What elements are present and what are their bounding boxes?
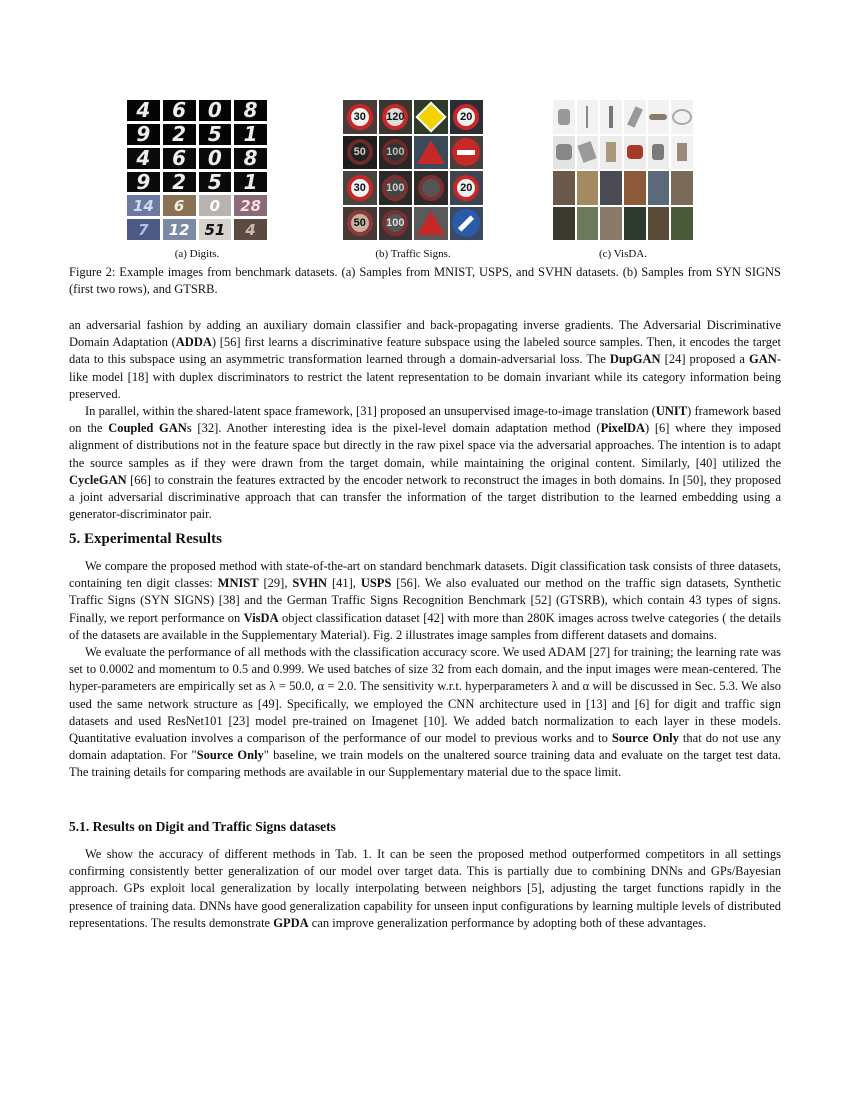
visda-synthetic-image	[648, 100, 670, 134]
sign-image: 50	[343, 207, 377, 241]
paragraph: We compare the proposed method with state-of-the-art on standard benchmark datasets. Digit classification task consists of three datasets, containing ten digit classes: MNIST [29], SVHN [41], USPS [56]. We also evaluated our method on the traffic sign datasets, Synthetic Traffic Signs (SYN SIGNS) [38] and the German Traffic Signs Recognition Benchmark [52] (GTSRB), which contain 43 types of signs. Finally, we report performance on VisDA object classification dataset [42] with more than 280K images across twelve categories ( the details of the datasets are available in the Supplementary Material). Fig. 2 illustrates image samples from different datasets and domains.	[69, 559, 782, 642]
digit-image: 0	[199, 100, 232, 121]
subcaption-traffic-signs: (b) Traffic Signs.	[375, 248, 451, 260]
subcaption-digits: (a) Digits.	[174, 248, 220, 260]
visda-synthetic-image	[671, 100, 693, 134]
visda-synthetic-image	[577, 100, 599, 134]
visda-synthetic-image	[624, 136, 646, 170]
sign-image: 50	[343, 136, 377, 170]
sign-image	[450, 207, 484, 241]
svhn-image: 6	[163, 195, 196, 216]
figure-caption: Figure 2: Example images from benchmark datasets. (a) Samples from MNIST, USPS, and SVHN datasets. (b) Samples from SYN SIGNS (first two rows), and GTSRB.	[69, 265, 781, 296]
visda-real-image	[553, 171, 575, 205]
visda-real-image	[577, 207, 599, 241]
visda-sample-grid	[553, 100, 693, 240]
svhn-image: 4	[234, 219, 267, 240]
digit-image: 4	[127, 100, 160, 121]
paragraph: In parallel, within the shared-latent space framework, [31] proposed an unsupervised image-to-image translation (UNIT) framework based on the Coupled GANs [32]. Another interesting idea is the pixel-level domain adaptation method (PixelDA) [6] where they imposed alignment of distributions not in the feature space but directly in the raw pixel space via the adversarial approaches. The intention is to adapt the source samples as if they were drawn from the target domain, while maintaining the original content. Similarly, [40] utilized the CycleGAN [66] to constrain the features extracted by the encoder network to reconstruct the images in both domains. In [50], they proposed a joint adversarial discriminative approach that can transfer the information of the target distribution to the learned embedding using a generator-discriminator pair.	[69, 404, 781, 522]
visda-real-image	[553, 207, 575, 241]
paragraph: We show the accuracy of different methods in Tab. 1. It can be seen the proposed method outperformed competitors in all settings confirming consistently better generalization of our model over target data. This is partially due to combining DNNs and GPs/Bayesian approach. GPs exploit local generalization by locally interpolating between neighbors [5], adjusting the target functions rapidly in the presence of training data. DNNs have good generalization capability for unseen input configurations by learning multiple levels of distributed representations. The results demonstrate GPDA can improve generalization performance by adopting both of these advantages.	[69, 847, 781, 930]
svhn-image: 7	[127, 219, 160, 240]
svhn-image: 12	[163, 219, 196, 240]
digit-image: 8	[234, 100, 267, 121]
sign-image	[414, 100, 448, 134]
digit-image: 5	[199, 124, 232, 145]
traffic-signs-sample-grid	[343, 100, 483, 240]
visda-real-image	[648, 171, 670, 205]
visda-real-image	[648, 207, 670, 241]
svhn-image: 14	[127, 195, 160, 216]
sign-image	[450, 136, 484, 170]
sign-image: 20	[450, 100, 484, 134]
visda-real-image	[671, 207, 693, 241]
visda-synthetic-image	[671, 136, 693, 170]
digits-sample-grid	[127, 100, 267, 240]
digit-image: 5	[199, 172, 232, 193]
visda-synthetic-image	[553, 100, 575, 134]
sign-image	[414, 171, 448, 205]
digit-image: 1	[234, 124, 267, 145]
sign-image: 120	[379, 100, 413, 134]
subsection-heading: 5.1. Results on Digit and Traffic Signs datasets	[69, 819, 336, 834]
digit-image: 1	[234, 172, 267, 193]
visda-synthetic-image	[553, 136, 575, 170]
sign-image: 100	[379, 136, 413, 170]
digit-image: 2	[163, 124, 196, 145]
paragraph: We evaluate the performance of all methods with the classification accuracy score. We used ADAM [27] for training; the learning rate was set to 0.0002 and momentum to 0.5 and 0.999. We used batches of size 32 from each domain, and the input images were mean-centered. The hyper-parameters are empirically set as λ = 50.0, α = 2.0. The sensitivity w.r.t. hyperparameters λ and α will be discussed in Sec. 5.3. We also used the same network structure as [49]. Specifically, we employed the CNN architecture used in [13] and [6] for digit and traffic sign datasets and used ResNet101 [23] model pre-trained on Imagenet [10]. We added batch normalization to each layer in these models. Quantitative evaluation involves a comparison of the performance of our model to previous works and to Source Only that do not use any domain adaptation. For "Source Only" baseline, we train models on the unaltered source training data and evaluate on the target test data. The training details for comparing methods are available in our Supplementary material due to the space limit.	[69, 645, 781, 780]
sign-image: 30	[343, 100, 377, 134]
sign-image: 20	[450, 171, 484, 205]
visda-synthetic-image	[600, 100, 622, 134]
visda-real-image	[577, 171, 599, 205]
subcaption-visda: (c) VisDA.	[598, 248, 648, 260]
visda-synthetic-image	[624, 100, 646, 134]
visda-synthetic-image	[600, 136, 622, 170]
visda-real-image	[624, 171, 646, 205]
visda-real-image	[600, 207, 622, 241]
related-work-text	[69, 317, 781, 523]
visda-synthetic-image	[577, 136, 599, 170]
svhn-image: 51	[199, 219, 232, 240]
digit-image: 2	[163, 172, 196, 193]
digit-image: 4	[127, 148, 160, 169]
svhn-image: 0	[199, 195, 232, 216]
digit-image: 9	[127, 124, 160, 145]
section-heading: 5. Experimental Results	[69, 531, 222, 547]
sign-image: 100	[379, 207, 413, 241]
digit-image: 6	[163, 148, 196, 169]
visda-real-image	[600, 171, 622, 205]
digit-image: 0	[199, 148, 232, 169]
digit-results-text	[69, 846, 781, 932]
sign-image	[414, 136, 448, 170]
digit-image: 8	[234, 148, 267, 169]
experimental-results-text	[69, 558, 781, 782]
sign-image: 100	[379, 171, 413, 205]
digit-image: 6	[163, 100, 196, 121]
digit-image: 9	[127, 172, 160, 193]
visda-synthetic-image	[648, 136, 670, 170]
sign-image: 30	[343, 171, 377, 205]
paragraph: an adversarial fashion by adding an auxiliary domain classifier and back-propagating inverse gradients. The Adversarial Discriminative Domain Adaptation (ADDA) [56] first learns a discriminative feature subspace using the labeled source samples. Then, it encodes the target data to this subspace using an asymmetric transformation learned through a domain-adversarial loss. The DupGAN [24] proposed a GAN-like model [18] with duplex discriminators to restrict the latent representation to be domain invariant while its category information being preserved.	[69, 318, 781, 401]
svhn-image: 28	[234, 195, 267, 216]
visda-real-image	[624, 207, 646, 241]
visda-real-image	[671, 171, 693, 205]
sign-image	[414, 207, 448, 241]
